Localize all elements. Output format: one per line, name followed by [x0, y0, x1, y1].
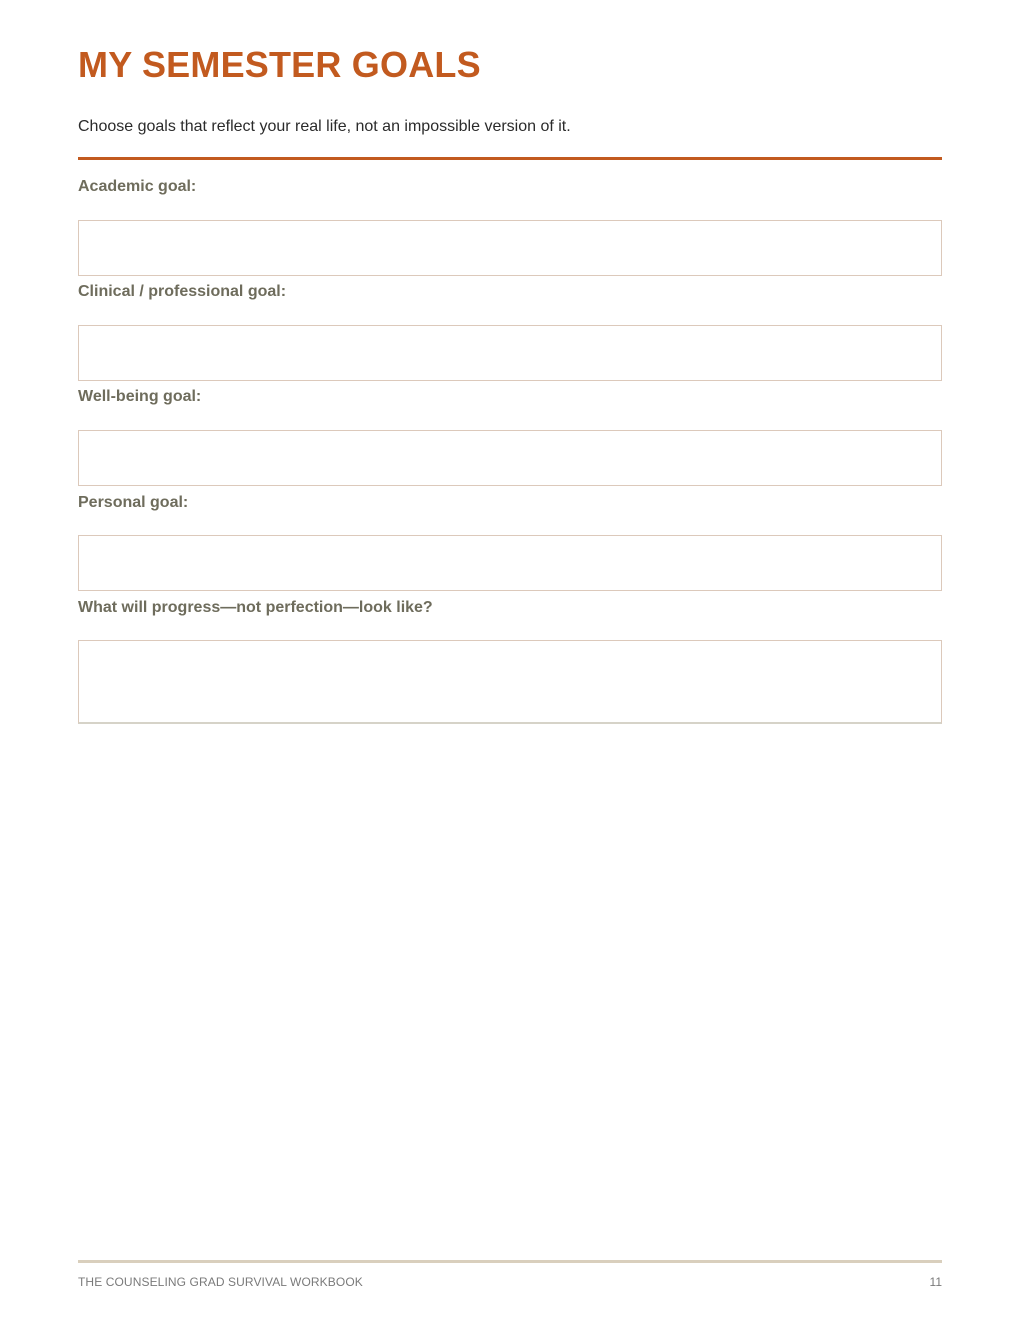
page-number: 11 — [929, 1275, 942, 1289]
workbook-page — [78, 0, 942, 1320]
academic-goal-field[interactable] — [78, 220, 942, 276]
clinical-professional-goal-field[interactable] — [78, 325, 942, 381]
personal-goal-label: Personal goal: — [78, 494, 189, 511]
well-being-goal-label: Well-being goal: — [78, 388, 202, 405]
page-title: MY SEMESTER GOALS — [78, 44, 481, 85]
academic-goal-label: Academic goal: — [78, 178, 197, 195]
well-being-goal-field[interactable] — [78, 430, 942, 486]
page-subtitle: Choose goals that reflect your real life, not an impossible version of it. — [78, 118, 571, 135]
clinical-professional-goal-label: Clinical / professional goal: — [78, 283, 287, 300]
footer-divider — [78, 1260, 942, 1263]
footer-book-title: THE COUNSELING GRAD SURVIVAL WORKBOOK — [78, 1275, 363, 1289]
progress-reflection-label: What will progress—not perfection—look like? — [78, 599, 433, 616]
title-divider — [78, 157, 942, 160]
progress-reflection-field[interactable] — [78, 640, 942, 724]
personal-goal-field[interactable] — [78, 535, 942, 591]
